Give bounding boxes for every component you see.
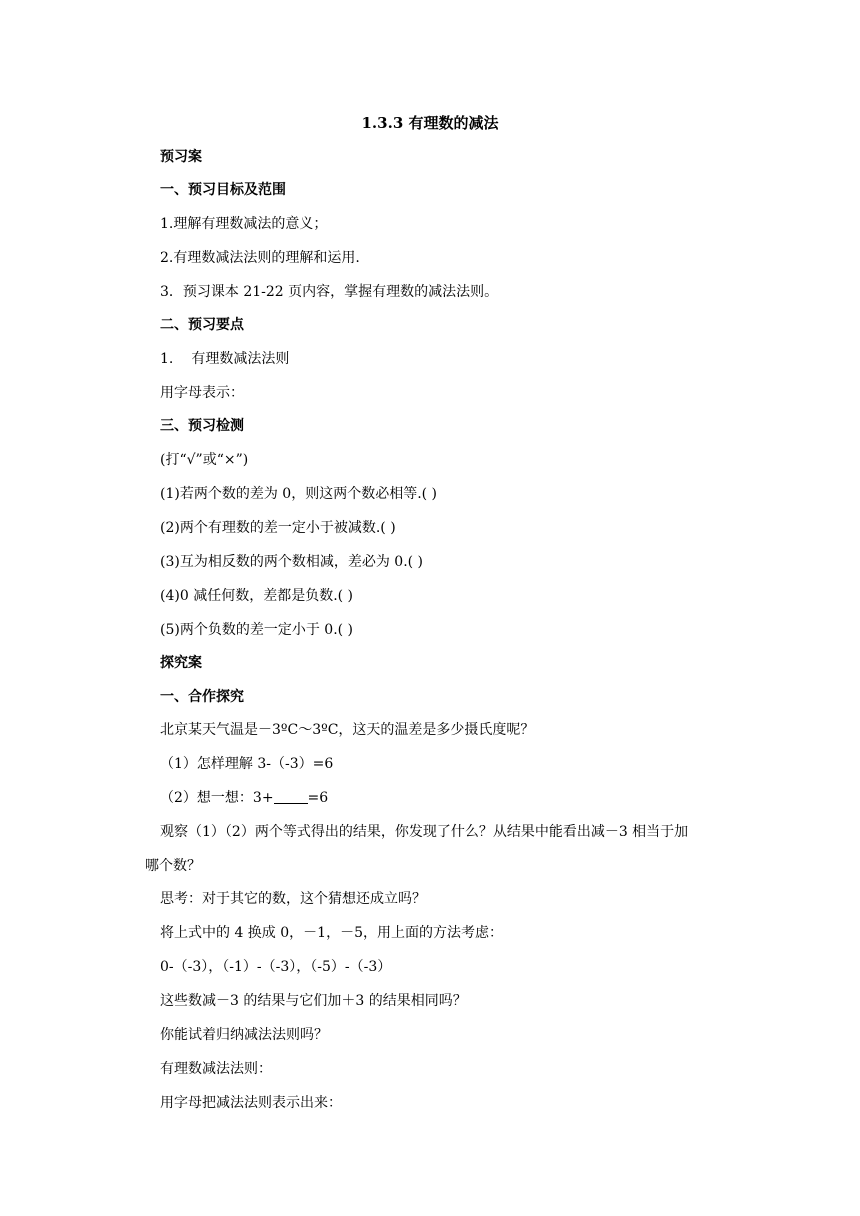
point-item-1 [160,349,289,369]
check-item-1: (1)若两个数的差为 0，则这两个数必相等.( ) [160,486,438,502]
replace-instruction: 将上式中的 4 换成 0，－1，－5，用上面的方法考虑： [160,925,503,941]
letter-representation-label: 用字母表示： [160,385,244,401]
explore-heading: 探究案 [160,655,202,671]
induce-question: 你能试着归纳减法法则吗？ [160,1027,328,1043]
think-prompt: 思考：对于其它的数，这个猜想还成立吗？ [160,891,426,907]
observe-line-2: 哪个数？ [145,858,201,874]
question-2 [160,788,328,808]
check-item-5: (5)两个负数的差一定小于 0.( ) [160,622,354,638]
check-instruction: (打“√”或“×”) [160,452,249,468]
check-item-2: (2)两个有理数的差一定小于被减数.( ) [160,520,396,536]
expressions-line: 0-（-3），（-1）-（-3），（-5）-（-3） [160,959,392,975]
section-goals-heading: 一、预习目标及范围 [160,182,286,198]
question-intro: 北京某天气温是－3ºC～3ºC，这天的温差是多少摄氏度呢？ [160,722,535,738]
question-2-suffix: =6 [307,790,329,806]
answer-blank [274,789,308,804]
goal-item-2: 2.有理数减法法则的理解和运用. [160,250,360,266]
rule-letter-label: 用字母把减法法则表示出来： [160,1095,342,1111]
preview-heading: 预习案 [160,149,202,165]
check-item-4: (4)0 减任何数，差都是负数.( ) [160,588,354,604]
page-title: 1.3.3 有理数的减法 [361,114,499,132]
same-result-question: 这些数减－3 的结果与它们加＋3 的结果相同吗？ [160,993,467,1009]
section-check-heading: 三、预习检测 [160,418,244,434]
observe-line-1: 观察（1）（2）两个等式得出的结果，你发现了什么？从结果中能看出减－3 相当于加 [160,824,689,840]
rule-label: 有理数减法法则： [160,1061,272,1077]
goal-item-1: 1.理解有理数减法的意义； [160,216,328,232]
question-1: （1）怎样理解 3-（-3）=6 [160,756,334,772]
section-coop-heading: 一、合作探究 [160,689,244,705]
question-2-prefix: （2）想一想：3+ [160,790,274,806]
goal-item-3: 3．预习课本 21-22 页内容，掌握有理数的减法法则。 [160,284,499,300]
point-item-text: 有理数减法法则 [191,351,290,367]
section-points-heading: 二、预习要点 [160,317,244,333]
point-item-number: 1. [160,351,174,367]
check-item-3: (3)互为相反数的两个数相减，差必为 0.( ) [160,554,424,570]
